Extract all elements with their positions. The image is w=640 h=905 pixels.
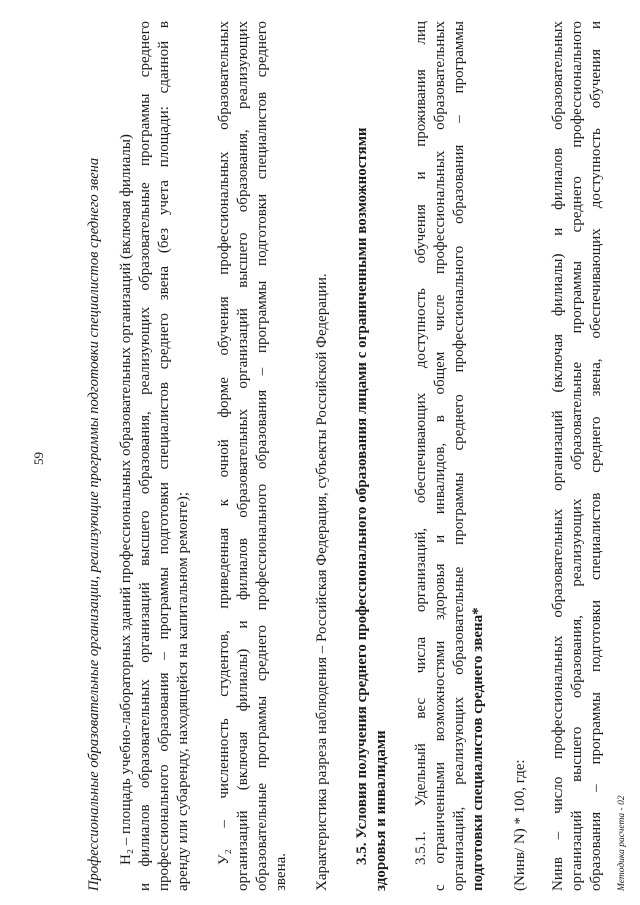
page-number: 59 xyxy=(31,452,46,465)
running-header: Профессиональные образовательные организации, реализующие программы подготовки специалистов среднего звена xyxy=(86,157,102,891)
para-u2-line-1: У₂ – численность студентов, приведенная к очной форме обучения профессиональных образовательных xyxy=(216,21,232,865)
formula: (Nинв/ N) * 100, где: xyxy=(512,759,528,891)
para-351-line-4: подготовки специалистов среднего звена* xyxy=(470,607,486,891)
para-351-line-2: с ограниченными возможностями здоровья и инвалидов, в общем числе профессиональных образовательных xyxy=(432,21,448,891)
para-h2-line-3: профессионального образования – программы подготовки специалистов среднего звена (без учета площади: сданной в xyxy=(156,21,172,891)
footer-note: Методика расчета - 02 xyxy=(617,795,627,891)
para-351-line-3: организаций, реализующих образовательные программы среднего профессионального образования – программы xyxy=(451,21,467,891)
para-351-line-1: 3.5.1. Удельный вес числа организаций, обеспечивающих доступность обучения и проживания лиц xyxy=(413,21,429,865)
para-ninv-line-1: Nинв – число профессиональных образовательных организаций (включая филиалы) и филиалов образовательных xyxy=(550,21,566,891)
para-u2-line-4: звена. xyxy=(273,852,289,891)
characteristic-text: Характеристика разреза наблюдения – Российская Федерация, субъекты Российской Федерации. xyxy=(314,273,330,891)
para-u2-line-2: организаций (включая филиалы) и филиалов образовательных организаций высшего образования, реализующих xyxy=(235,21,251,891)
section-heading-line-2: здоровья и инвалидами xyxy=(373,730,389,891)
para-ninv-line-2: организаций высшего образования, реализующих образовательные программы среднего профессионального xyxy=(569,21,585,891)
para-h2-line-1: Н₂ – площадь учебно-лабораторных зданий профессиональных образовательных организаций (включая филиалы) xyxy=(118,134,134,865)
section-heading-line-1: 3.5. Условия получения среднего профессионального образования лицами с ограниченными возможностями xyxy=(354,127,370,865)
para-ninv-line-3: образования – программы подготовки специалистов среднего звена, обеспечивающих доступность обучения и xyxy=(588,21,604,891)
para-h2-line-4: аренду или субаренду, находящейся на капитальном ремонте); xyxy=(175,491,191,891)
para-u2-line-3: образовательные программы среднего профессионального образования – программы подготовки специалистов среднего xyxy=(254,21,270,891)
para-h2-line-2: и филиалов образовательных организаций высшего образования, реализующих образовательные программы среднего xyxy=(137,21,153,891)
